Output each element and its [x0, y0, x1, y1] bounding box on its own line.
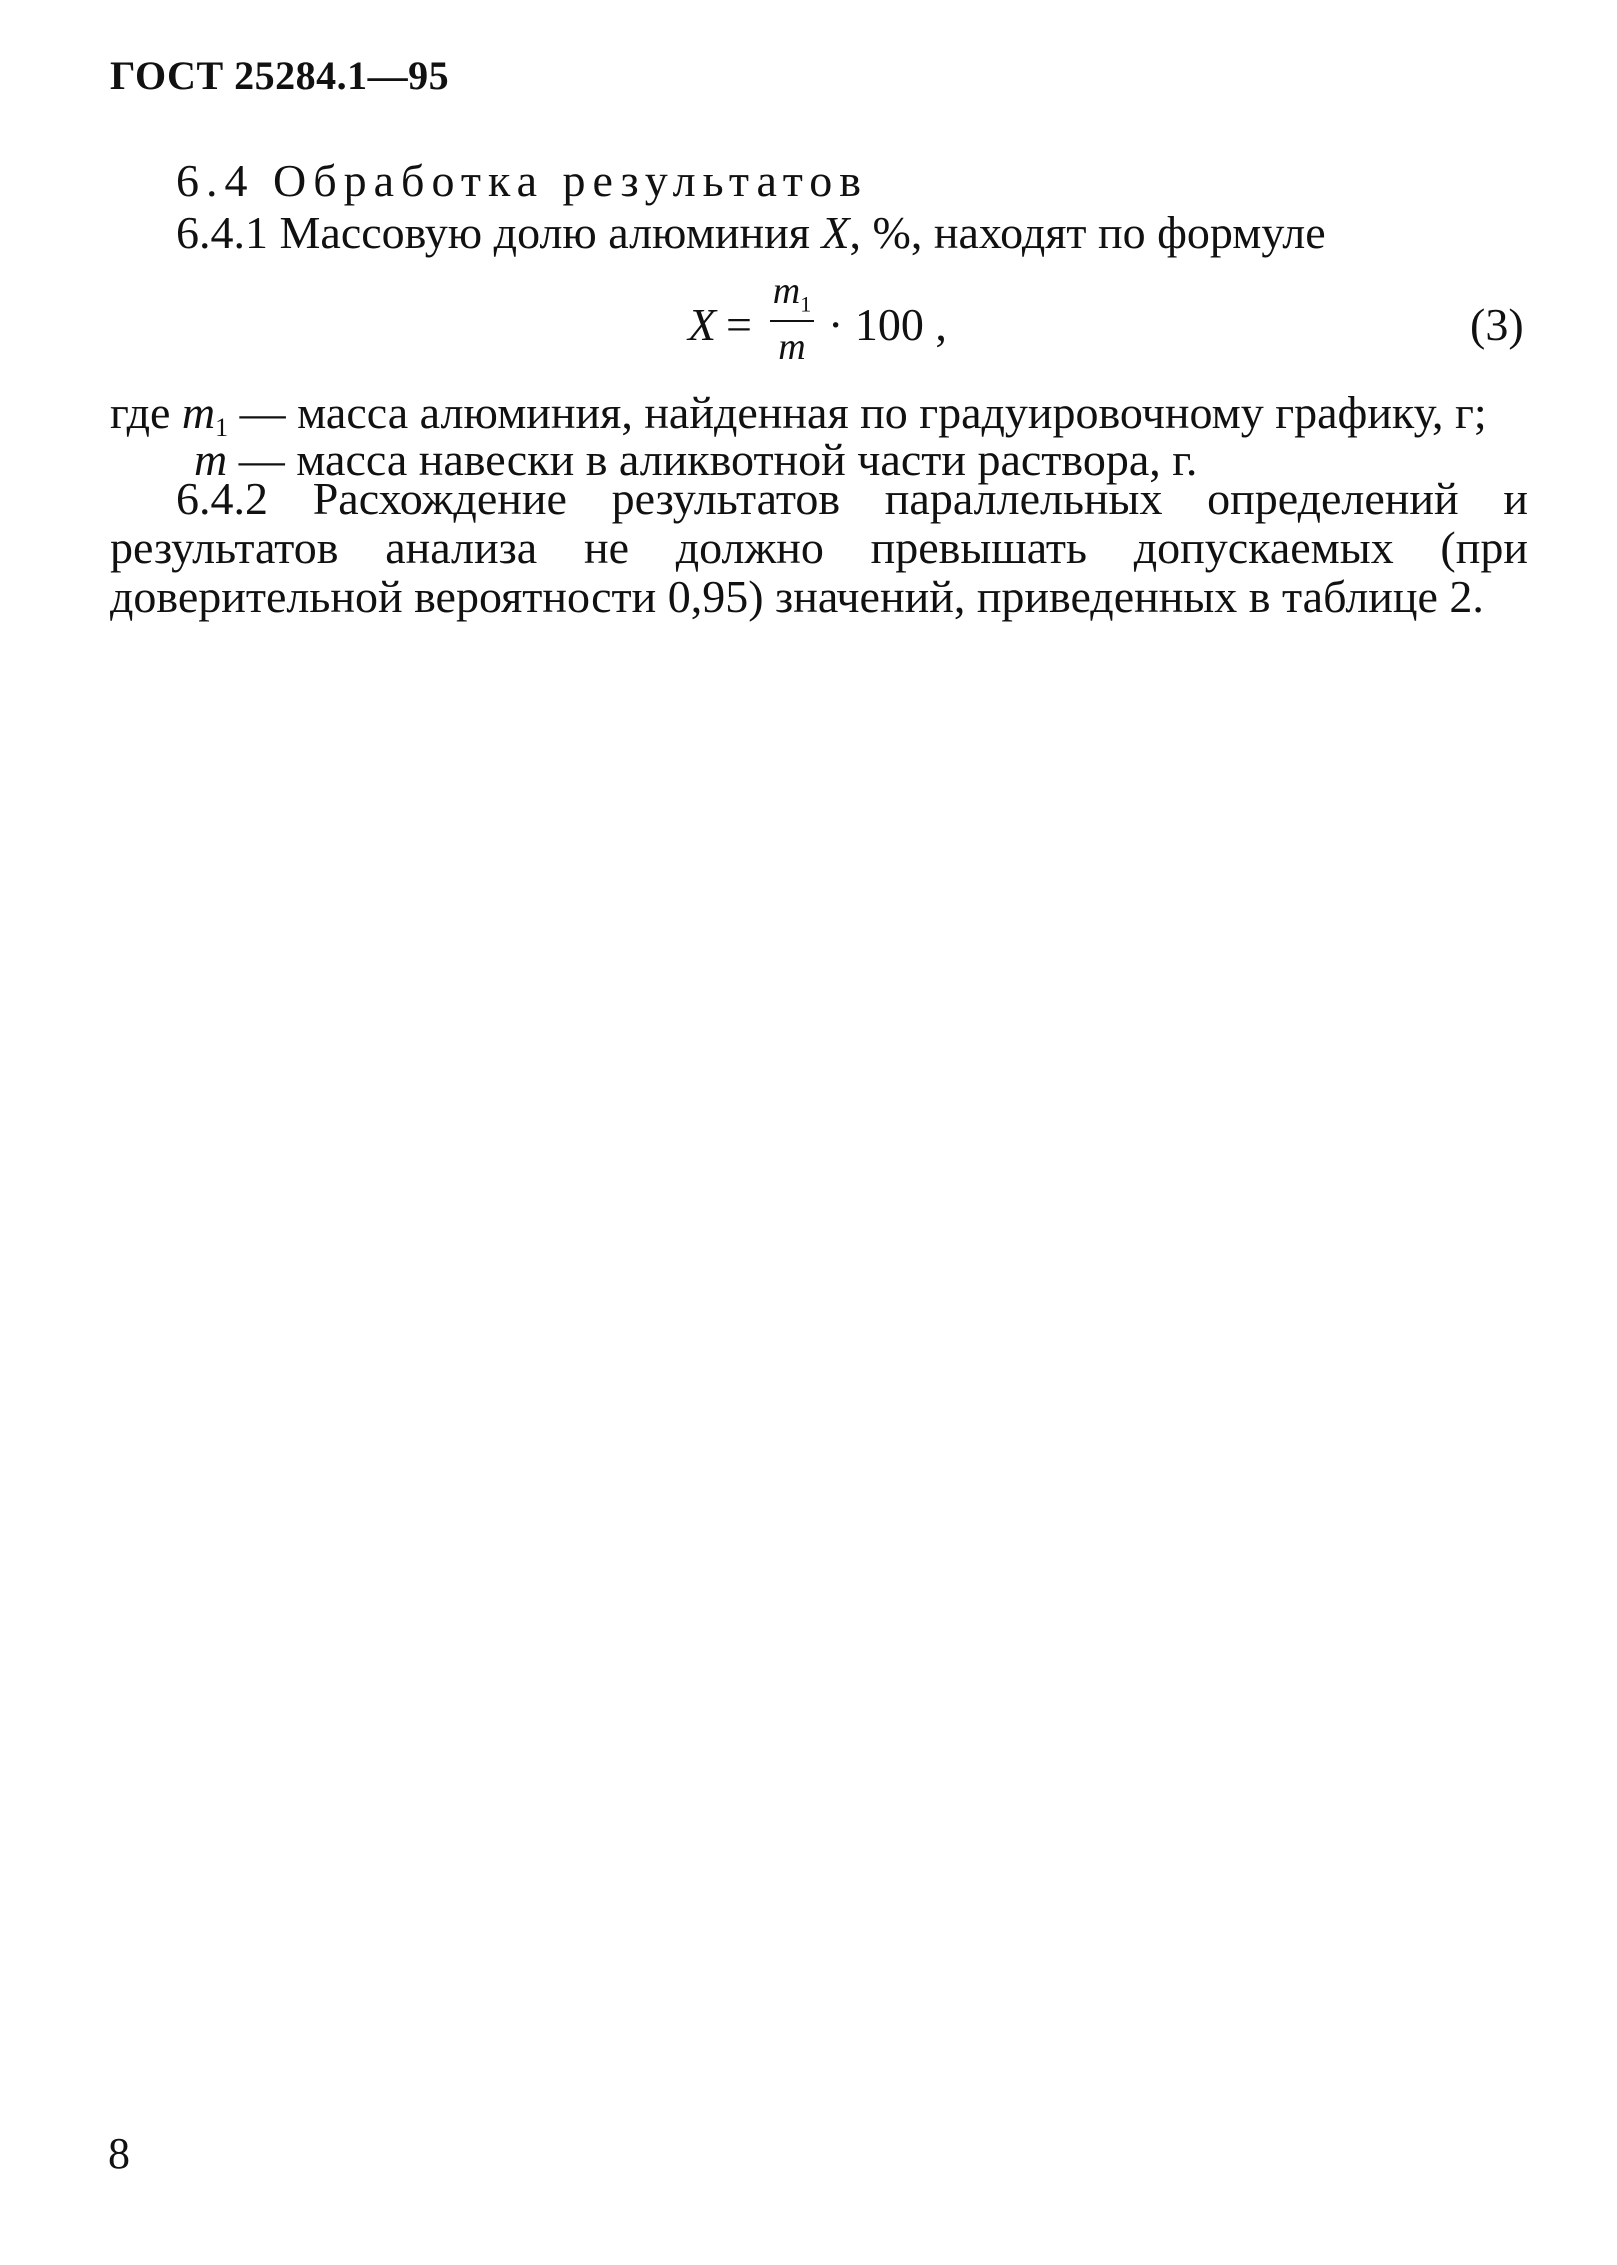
formula-numerator-sub: 1 — [800, 291, 812, 317]
paragraph-6-4-2-text: 6.4.2 Расхождение результатов параллельных определений и результатов анализа не должно превышать допускаемых (при доверительной вероятности 0,95) значений, приведенных в таблице 2. — [110, 473, 1528, 622]
section-title: 6.4 Обработка результатов — [176, 155, 868, 206]
formula-number: (3) — [1470, 299, 1524, 350]
variable-m: m — [194, 434, 228, 485]
paragraph-6-4-1 — [176, 207, 1326, 258]
formula-equals: = — [726, 299, 752, 350]
formula-lhs: X — [688, 299, 717, 350]
paragraph-6-4-1-text-before: 6.4.1 Массовую долю алюминия — [176, 207, 822, 258]
variable-m1 — [181, 387, 229, 442]
paragraph-6-4-1-text-after: , %, находят по формуле — [849, 207, 1326, 258]
formula-multiplier: · 100 , — [828, 299, 947, 350]
definition-m-text: — масса навески в аликвотной части раствора, г. — [227, 434, 1198, 485]
formula-numerator-var: m — [772, 270, 801, 312]
where-definition-m1-text: — масса алюминия, найденная по градуировочному графику, г; — [228, 387, 1487, 438]
paragraph-6-4-2 — [110, 474, 1528, 621]
page-number: 8 — [108, 2129, 130, 2178]
variable-x: X — [821, 207, 850, 258]
where-prefix: где — [110, 387, 182, 438]
fraction-bar — [770, 320, 814, 322]
formula-numerator — [768, 272, 816, 316]
variable-m1-sub: 1 — [215, 413, 229, 442]
formula-denominator: m — [778, 325, 806, 368]
formula-fraction — [768, 272, 816, 366]
variable-m1-var: m — [181, 387, 216, 438]
document-header-title: ГОСТ 25284.1—95 — [110, 53, 450, 98]
